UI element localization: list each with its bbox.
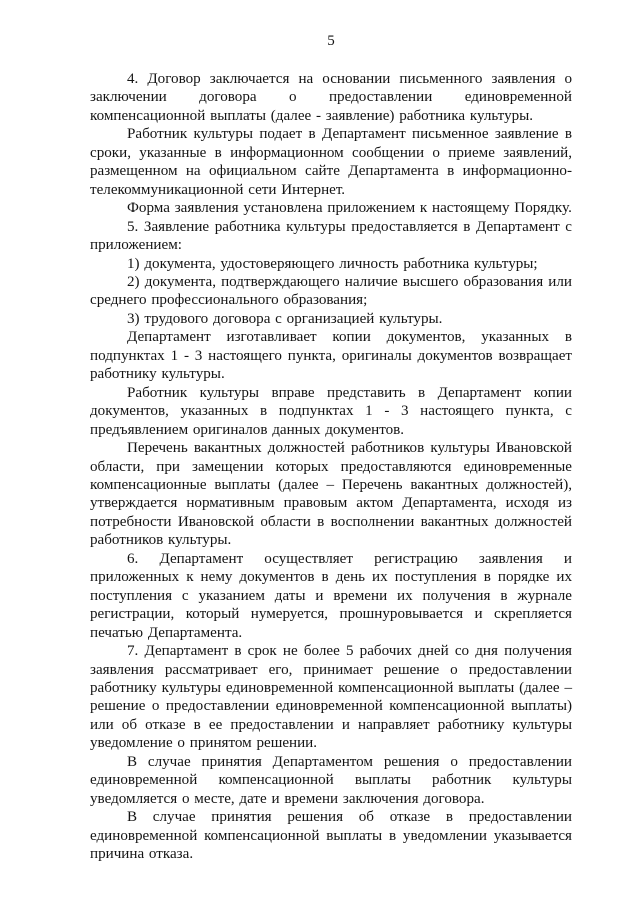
paragraph-list-item: 2) документа, подтверждающего наличие высшего образования или среднего профессионального образования; xyxy=(90,273,572,309)
paragraph: Форма заявления установлена приложением к настоящему Порядку. xyxy=(127,200,572,217)
paragraph: 5. Заявление работника культуры предоставляется в Департамент с приложением: xyxy=(90,218,572,254)
paragraph: В случае принятия решения об отказе в предоставлении единовременной компенсационной выплаты в уведомлении указывается причина отказа. xyxy=(90,809,572,863)
page-number: 5 xyxy=(327,33,335,49)
paragraph-list-item: 3) трудового договора с организацией культуры. xyxy=(127,310,443,327)
paragraph: 7. Департамент в срок не более 5 рабочих дней со дня получения заявления рассматривает его, принимает решение о предоставлении работнику культуры единовременной компенсационной выплаты (далее – решение о предоставлении единовременной компенсационной выплаты) или об отказе в ее предоставлении и направляет работнику культуры уведомление о принятом решении. xyxy=(90,643,572,752)
paragraph: 4. Договор заключается на основании письменного заявления о заключении договора о предоставлении единовременной компенсационной выплаты (далее - заявление) работника культуры. xyxy=(90,71,572,124)
paragraph-list-item: 1) документа, удостоверяющего личность работника культуры; xyxy=(127,255,538,272)
document-body xyxy=(90,70,572,863)
paragraph: Перечень вакантных должностей работников культуры Ивановской области, при замещении которых предоставляются единовременные компенсационные выплаты (далее – Перечень вакантных должностей), утверждается нормативным правовым актом Департамента, исходя из потребности Ивановской области в восполнении вакантных должностей работников культуры. xyxy=(90,440,572,549)
paragraph: 6. Департамент осуществляет регистрацию заявления и приложенных к нему документов в день их поступления в порядке их поступления с указанием даты и времени их получения в журнале регистрации, который нумеруется, прошнуровывается и скрепляется печатью Департамента. xyxy=(90,550,572,641)
paragraph: Работник культуры вправе представить в Департамент копии документов, указанных в подпунктах 1 - 3 настоящего пункта, с предъявлением оригиналов данных документов. xyxy=(90,384,572,438)
paragraph: Департамент изготавливает копии документов, указанных в подпунктах 1 - 3 настоящего пункта, оригиналы документов возвращает работнику культуры. xyxy=(90,329,572,383)
paragraph: В случае принятия Департаментом решения о предоставлении единовременной компенсационной выплаты работник культуры уведомляется о месте, дате и времени заключения договора. xyxy=(90,753,572,807)
paragraph: Работник культуры подает в Департамент письменное заявление в сроки, указанные в информационном сообщении о приеме заявлений, размещенном на официальном сайте Департамента в информационно-телекоммуникационной сети Интернет. xyxy=(90,126,572,198)
